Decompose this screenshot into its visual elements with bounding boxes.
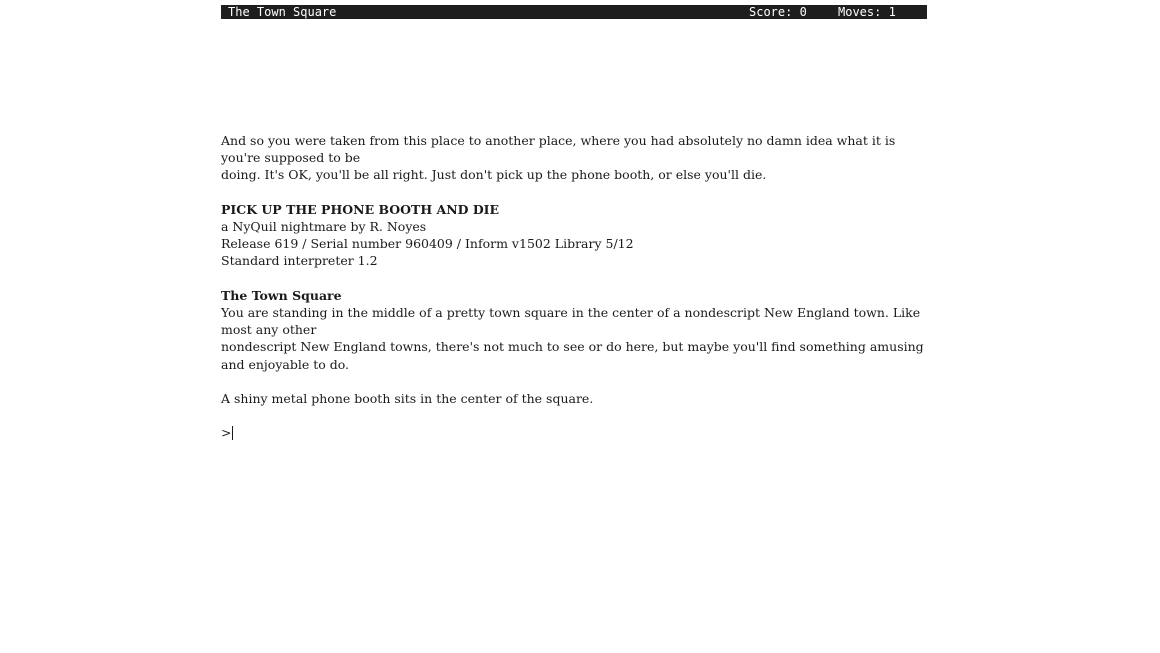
- status-location: The Town Square: [228, 5, 337, 19]
- room-object-line: A shiny metal phone booth sits in the center of the square.: [221, 391, 594, 406]
- score-value: 0: [799, 5, 807, 19]
- game-byline: a NyQuil nightmare by R. Noyes: [221, 219, 427, 234]
- moves-label: Moves:: [838, 5, 882, 19]
- room-description-line-2: nondescript New England towns, there's not much to see or do here, but maybe you'll find something amusing and enjoyable to do.: [221, 339, 924, 372]
- status-score: [749, 5, 807, 19]
- intro-line-2: doing. It's OK, you'll be all right. Just don't pick up the phone booth, or else you'll die.: [221, 167, 767, 183]
- game-release-info: Release 619 / Serial number 960409 / Inform v1502 Library 5/12: [221, 236, 634, 252]
- interpreter-info: Standard interpreter 1.2: [221, 253, 378, 269]
- story-transcript: [221, 132, 933, 442]
- game-title: PICK UP THE PHONE BOOTH AND DIE: [221, 201, 500, 217]
- room-description-line-1: You are standing in the middle of a pretty town square in the center of a nondescript New England town. Like most any other: [221, 305, 921, 338]
- status-moves: [838, 5, 896, 19]
- command-input[interactable]: [233, 425, 833, 440]
- moves-value: 1: [888, 5, 896, 19]
- intro-line-1: And so you were taken from this place to another place, where you had absolutely no damn idea what it is you're supposed to be: [221, 133, 896, 166]
- command-prompt[interactable]: [221, 424, 933, 441]
- prompt-symbol: >: [221, 425, 232, 441]
- status-bar: [221, 5, 927, 19]
- room-name: The Town Square: [221, 287, 342, 303]
- score-label: Score:: [749, 5, 793, 19]
